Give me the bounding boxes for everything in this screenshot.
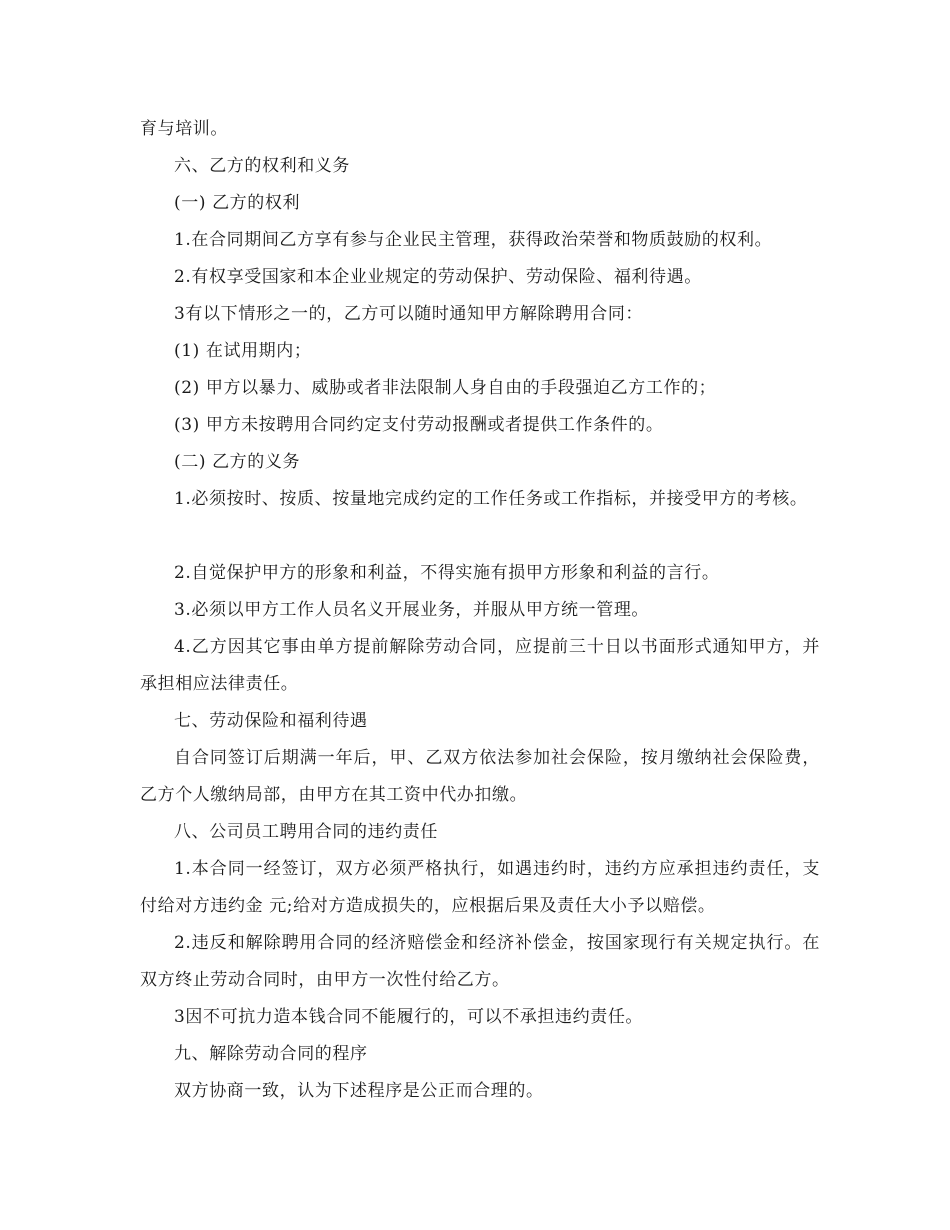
- section-heading-7: 七、劳动保险和福利待遇: [174, 711, 368, 731]
- paragraph: 2.违反和解除聘用合同的经济赔偿金和经济补偿金，按国家现行有关规定执行。在双方终止劳动合同时，由甲方一次性付给乙方。: [140, 933, 820, 990]
- subsection-heading-rights: (一) 乙方的权利: [174, 193, 301, 213]
- paragraph: 1.必须按时、按质、按量地完成约定的工作任务或工作指标，并接受甲方的考核。: [174, 489, 808, 509]
- section-heading-8: 八、公司员工聘用合同的违约责任: [174, 822, 438, 842]
- subsection-heading-obligations: (二) 乙方的义务: [174, 452, 301, 472]
- paragraph: 3有以下情形之一的，乙方可以随时通知甲方解除聘用合同：: [174, 304, 644, 324]
- paragraph: 1.在合同期间乙方享有参与企业民主管理，获得政治荣誉和物质鼓励的权利。: [174, 230, 773, 250]
- paragraph-continuation: 育与培训。: [140, 119, 228, 139]
- paragraph: 3.必须以甲方工作人员名义开展业务，并服从甲方统一管理。: [174, 600, 650, 620]
- paragraph: 1.本合同一经签订，双方必须严格执行，如遇违约时，违约方应承担违约责任，支付给对方违约金 元;给对方造成损失的，应根据后果及责任大小予以赔偿。: [140, 859, 820, 916]
- paragraph: 双方协商一致，认为下述程序是公正而合理的。: [174, 1081, 544, 1101]
- paragraph: 2.有权享受国家和本企业业规定的劳动保护、劳动保险、福利待遇。: [174, 267, 702, 287]
- section-heading-6: 六、乙方的权利和义务: [174, 156, 350, 176]
- paragraph: 4.乙方因其它事由单方提前解除劳动合同，应提前三十日以书面形式通知甲方，并承担相应法律责任。: [140, 637, 820, 694]
- list-item: (2) 甲方以暴力、威胁或者非法限制人身自由的手段强迫乙方工作的；: [174, 378, 717, 398]
- list-item: (1) 在试用期内；: [174, 341, 312, 361]
- section-heading-9: 九、解除劳动合同的程序: [174, 1044, 368, 1064]
- paragraph: 自合同签订后期满一年后，甲、乙双方依法参加社会保险，按月缴纳社会保险费，乙方个人缴纳局部，由甲方在其工资中代办扣缴。: [140, 748, 820, 805]
- list-item: (3) 甲方未按聘用合同约定支付劳动报酬或者提供工作条件的。: [174, 415, 664, 435]
- paragraph: 2.自觉保护甲方的形象和利益，不得实施有损甲方形象和利益的言行。: [174, 563, 720, 583]
- paragraph: 3因不可抗力造本钱合同不能履行的，可以不承担违约责任。: [174, 1007, 644, 1027]
